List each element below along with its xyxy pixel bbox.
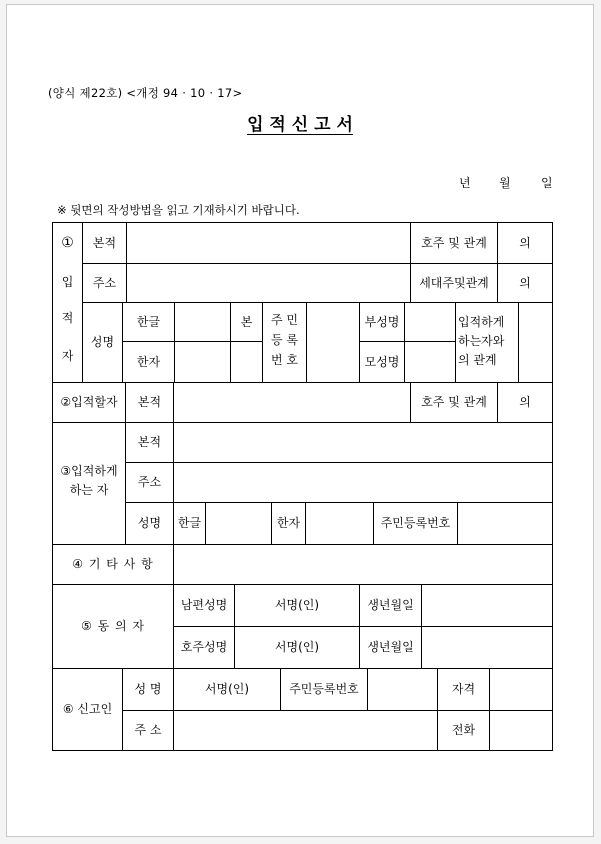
form-number: (양식 제22호) <개정 94 · 10 · 17> bbox=[48, 86, 243, 100]
section1-relation-line2: 하는자와 bbox=[458, 333, 505, 348]
section3-rrn-label: 주민등록번호 bbox=[380, 516, 451, 531]
date-day-label: 일 bbox=[541, 176, 553, 190]
section2-label: ②입적할자 bbox=[60, 395, 118, 410]
section3-hanja-label: 한자 bbox=[276, 516, 301, 531]
section1-father-field[interactable] bbox=[405, 303, 455, 341]
section1-vertical-3: 자 bbox=[61, 348, 74, 363]
section3-bonjeok-field[interactable] bbox=[174, 423, 552, 462]
section3-label-line1: ③입적하게 bbox=[60, 463, 118, 478]
section6-juso-field[interactable] bbox=[174, 711, 437, 750]
section3-label-line2: 하는 자 bbox=[69, 482, 109, 497]
section3-hangeul-label: 한글 bbox=[177, 516, 202, 531]
section2-bonjeok-field[interactable] bbox=[174, 383, 410, 422]
section1-rrn-line2: 등 록 bbox=[271, 332, 298, 347]
section3-hangeul-name-field[interactable] bbox=[206, 503, 271, 544]
section6-name-label: 성 명 bbox=[134, 682, 162, 697]
section6-phone-field[interactable] bbox=[490, 711, 552, 750]
section1-rrn-line1: 주 민 bbox=[271, 312, 298, 327]
section1-number: ① bbox=[61, 234, 74, 251]
section3-name-label: 성명 bbox=[137, 516, 162, 531]
instruction-note: ※ 뒷면의 작성방법을 읽고 기재하시기 바랍니다. bbox=[57, 203, 300, 217]
section6-juso-label: 주 소 bbox=[134, 723, 162, 738]
section2-ui-label: 의 bbox=[519, 395, 531, 410]
section5-sign-1[interactable]: 서명(인) bbox=[274, 598, 320, 613]
section1-father-label: 부성명 bbox=[364, 314, 400, 329]
section1-juso-label: 주소 bbox=[92, 275, 117, 290]
date-month-label: 월 bbox=[499, 176, 511, 190]
section1-relation-line3: 의 관계 bbox=[458, 352, 497, 367]
section1-hoju-relation-label: 호주 및 관계 bbox=[421, 235, 487, 250]
section2-hoju-relation-label: 호주 및 관계 bbox=[421, 395, 487, 410]
section5-birth-label-1: 생년월일 bbox=[367, 598, 414, 613]
section1-name-label: 성명 bbox=[90, 335, 115, 350]
section1-relation-line1: 입적하게 bbox=[458, 314, 505, 329]
section1-vertical-1: 입 bbox=[61, 274, 74, 289]
section5-birth-field-1[interactable] bbox=[422, 585, 552, 626]
section3-juso-label: 주소 bbox=[137, 475, 162, 490]
section1-juso-field[interactable] bbox=[127, 264, 410, 302]
section6-phone-label: 전화 bbox=[451, 723, 476, 738]
section1-vertical-2: 적 bbox=[61, 310, 74, 325]
section5-birth-field-2[interactable] bbox=[422, 627, 552, 668]
section5-sign-2[interactable]: 서명(인) bbox=[274, 640, 320, 655]
section5-husband-label: 남편성명 bbox=[180, 598, 228, 613]
section3-bonjeok-label: 본적 bbox=[137, 435, 162, 450]
section1-bon-label: 본 bbox=[240, 314, 253, 329]
section6-qualification-field[interactable] bbox=[490, 669, 552, 710]
section3-rrn-field[interactable] bbox=[458, 503, 552, 544]
section1-bonjeok-label: 본적 bbox=[92, 235, 117, 250]
section4-label: ④ 기 타 사 항 bbox=[72, 557, 154, 572]
section5-label: ⑤ 동 의 자 bbox=[81, 619, 145, 634]
section1-hangeul-label: 한글 bbox=[136, 314, 161, 329]
section6-rrn-field[interactable] bbox=[368, 669, 437, 710]
section1-hanja-label: 한자 bbox=[136, 354, 161, 369]
section1-hangeul-name-field[interactable] bbox=[175, 303, 230, 341]
section1-mother-label: 모성명 bbox=[364, 354, 400, 369]
section1-ui-label-2: 의 bbox=[519, 275, 531, 290]
section2-bonjeok-label: 본적 bbox=[137, 395, 162, 410]
section6-sign[interactable]: 서명(인) bbox=[204, 682, 250, 697]
section6-qualification-label: 자격 bbox=[451, 682, 476, 697]
section4-other-field[interactable] bbox=[174, 545, 552, 584]
date-year-label: 년 bbox=[459, 176, 471, 190]
section1-ui-label-1: 의 bbox=[519, 235, 531, 250]
section6-rrn-label: 주민등록번호 bbox=[289, 682, 359, 697]
section6-label: ⑥ 신고인 bbox=[62, 702, 113, 717]
section1-relation-field[interactable] bbox=[519, 303, 552, 382]
section1-mother-field[interactable] bbox=[405, 342, 455, 382]
section1-bonjeok-field[interactable] bbox=[127, 223, 410, 263]
section3-hanja-name-field[interactable] bbox=[306, 503, 373, 544]
section1-household-relation-label: 세대주및관계 bbox=[419, 275, 489, 290]
section3-juso-field[interactable] bbox=[174, 463, 552, 502]
section1-rrn-line3: 번 호 bbox=[271, 352, 298, 367]
section5-birth-label-2: 생년월일 bbox=[367, 640, 414, 655]
section1-rrn-field[interactable] bbox=[307, 303, 359, 382]
section1-hanja-name-field[interactable] bbox=[175, 342, 230, 382]
section5-hoju-label: 호주성명 bbox=[180, 640, 228, 655]
form-title: 입 적 신 고 서 bbox=[247, 115, 353, 135]
